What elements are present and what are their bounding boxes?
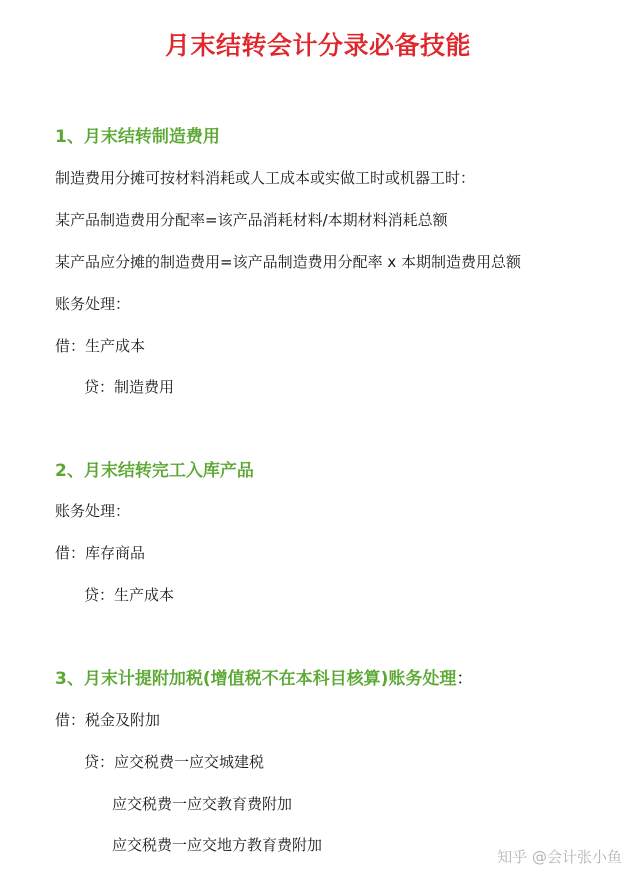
- section-2-heading: 2、月末结转完工入库产品: [55, 461, 254, 481]
- section-1-debit-entry: 借：生产成本: [55, 337, 146, 355]
- section-3-heading-text: 3、月末计提附加税(增值税不在本科目核算)账务处理: [55, 669, 457, 689]
- zhihu-watermark: 知乎 @会计张小鱼: [497, 848, 622, 866]
- section-1-credit-entry: 贷：制造费用: [84, 378, 175, 396]
- section-3-debit-entry: 借：税金及附加: [55, 711, 161, 729]
- section-1-line-2: 某产品制造费用分配率=该产品消耗材料/本期材料消耗总额: [55, 211, 448, 229]
- page-title: 月末结转会计分录必备技能: [164, 31, 471, 60]
- section-1-line-1: 制造费用分摊可按材料消耗或人工成本或实做工时或机器工时：: [55, 169, 476, 187]
- section-3-heading: [55, 667, 473, 691]
- section-1-heading: 1、月末结转制造费用: [55, 127, 220, 147]
- section-3-credit-entry-3: 应交税费一应交地方教育费附加: [112, 836, 323, 854]
- section-3-heading-suffix: ：: [456, 669, 474, 689]
- section-2-debit-entry: 借：库存商品: [55, 544, 146, 562]
- section-3-credit-entry-2: 应交税费一应交教育费附加: [112, 795, 293, 813]
- section-2-line-1: 账务处理：: [55, 502, 131, 520]
- section-1-line-3: 某产品应分摊的制造费用=该产品制造费用分配率 x 本期制造费用总额: [55, 253, 521, 271]
- section-1-line-4: 账务处理：: [55, 295, 131, 313]
- section-2-credit-entry: 贷：生产成本: [84, 586, 175, 604]
- section-3-credit-entry-1: 贷：应交税费一应交城建税: [84, 753, 265, 771]
